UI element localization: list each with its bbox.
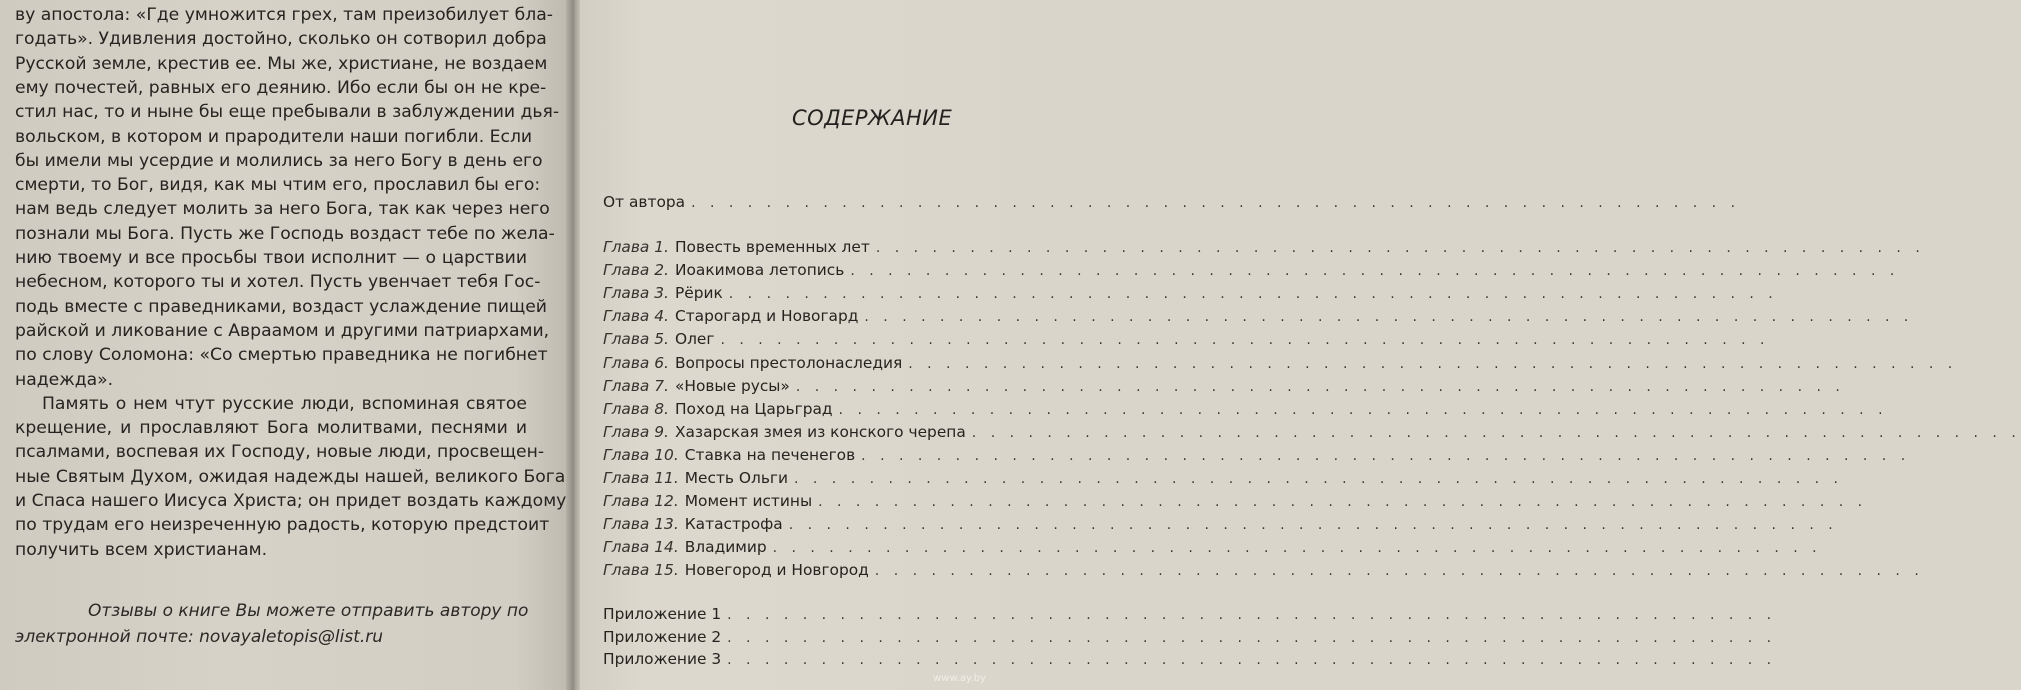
text-line: нам ведь следует молить за него Бога, так как через него [15,199,550,220]
toc-chapter-num: 14. [654,538,679,557]
toc-chapter-word: Глава [603,284,650,303]
toc-item-appendix [603,605,1777,627]
toc-chapter-word: Глава [603,376,650,395]
toc-chapter-title: Рёрик [674,284,723,303]
toc-chapter-title: Хазарская змея из конского черепа [674,422,966,441]
toc-chapter-title: Месть Ольги [684,469,788,487]
toc-chapter-number [603,284,669,302]
toc-item-chapter [603,538,1822,560]
text-line: ву апостола: «Где умножится грех, там преизобилует бла- [15,5,553,25]
toc-leader-dots: . . . . . . . . . . . . . . . . . . . . . . . . . . . . . . . . . . . . . . . . . . . . . . . . . . . . . . . . [861,447,1911,464]
toc-chapter-title: Старогард и Новогард [674,307,859,326]
text-line: ему почестей, равных его деянию. Ибо если бы он не кре- [15,77,547,98]
toc-leader-dots: . . . . . . . . . . . . . . . . . . . . . . . . . . . . . . . . . . . . . . . . . . . . . . . . . . . . . . . . [838,401,1888,418]
toc-chapter-word: Глава [603,538,650,557]
toc-leader-dots: . . . . . . . . . . . . . . . . . . . . . . . . . . . . . . . . . . . . . . . . . . . . . . . . . . . . . . . . [795,378,1845,395]
toc-chapter-num: 8. [654,399,669,418]
toc-chapter-title: Новегород и Новгород [684,561,869,580]
text-line: ные Святым Духом, ожидая надежды нашей, великого Бога [15,466,566,487]
toc-leader-dots: . . . . . . . . . . . . . . . . . . . . . . . . . . . . . . . . . . . . . . . . . . . . . . . . . . . . . . . . [971,424,2021,441]
toc-chapter-num: 6. [654,353,669,372]
text-line: и Спаса нашего Иисуса Христа; он придет воздать каждому [15,491,567,511]
toc-chapter-title: Вопросы престолонаследия [674,353,903,372]
toc-chapter-title: Иоакимова летопись [674,261,845,280]
toc-chapter-title: Поход на Царьград [674,399,833,418]
toc-leader-dots: . . . . . . . . . . . . . . . . . . . . . . . . . . . . . . . . . . . . . . . . . . . . . . . . . . . . . . . . [875,240,1925,256]
text-line: получить всем христианам. [15,539,268,560]
toc-title: СОДЕРЖАНИЕ [792,106,953,130]
toc-chapter-word: Глава [603,422,650,441]
toc-appendix-label: Приложение 2 [603,627,722,646]
toc-chapter-word: Глава [603,445,650,464]
text-line: надежда». [15,369,114,390]
toc-chapter-number [603,515,679,533]
toc-chapter-title: Катастрофа [684,515,783,534]
toc-chapter-title: Олег [674,330,715,349]
toc-leader-dots: . . . . . . . . . . . . . . . . . . . . . . . . . . . . . . . . . . . . . . . . . . . . . . . . . . . . . . . . [727,629,1777,646]
toc-chapter-num: 15. [654,561,679,580]
toc-chapter-title: Повесть временных лет [674,238,870,256]
text-line: Русской земле, крестив ее. Мы же, христиане, не воздаем [15,53,548,74]
toc-leader-dots: . . . . . . . . . . . . . . . . . . . . . . . . . . . . . . . . . . . . . . . . . . . . . . . . . . . . . . . . [727,652,1777,668]
feedback-line-1: Отзывы о книге Вы можете отправить автору по [88,601,529,621]
toc-chapter-number [603,400,669,418]
toc-item-chapter [603,307,1914,329]
toc-leader-dots: . . . . . . . . . . . . . . . . . . . . . . . . . . . . . . . . . . . . . . . . . . . . . . . . . . . . . . . . [772,540,1822,557]
toc-chapter-num: 5. [654,330,669,349]
text-line: небесном, которого ты и хотел. Пусть увенчает тебя Гос- [15,272,541,293]
text-line: вольском, в котором и прародители наши погибли. Если [15,126,533,147]
toc-chapter-title: Владимир [684,538,767,557]
toc-item-chapter [603,261,1900,283]
toc-chapter-number [603,446,679,464]
toc-leader-dots: . . . . . . . . . . . . . . . . . . . . . . . . . . . . . . . . . . . . . . . . . . . . . . . . . . . . . . . . [864,309,1914,326]
toc-chapter-num: 10. [654,445,679,464]
text-line: по слову Соломона: «Со смертью праведника не погибнет [15,345,548,366]
toc-leader-dots: . . . . . . . . . . . . . . . . . . . . . . . . . . . . . . . . . . . . . . . . . . . . . . . . . . . . . . . . [691,195,1741,211]
toc-chapter-number [603,492,679,510]
toc-chapter-number [603,561,679,579]
toc-chapter-num: 1. [654,238,669,256]
toc-chapter-num: 4. [654,307,669,326]
toc-chapter-word: Глава [603,515,650,534]
toc-chapter-title: Ставка на печенегов [684,445,856,464]
toc-chapter-word: Глава [603,261,650,280]
toc-item-chapter [603,399,1888,422]
toc-item-chapter [603,330,1770,352]
toc-appendix-label: Приложение 1 [603,605,722,623]
toc-chapter-number [603,238,669,256]
text-line: стил нас, то и ныне бы еще пребывали в заблуждении дья- [15,102,560,123]
toc-leader-dots: . . . . . . . . . . . . . . . . . . . . . . . . . . . . . . . . . . . . . . . . . . . . . . . . . . . . . . . . [788,517,1838,534]
toc-chapter-title: Момент истины [684,492,813,511]
toc-item-chapter [603,238,1925,260]
text-line: смерти, то Бог, видя, как мы чтим его, прославил бы его: [15,175,541,196]
watermark: www.ay.by [933,673,986,684]
text-line: познали мы Бога. Пусть же Господь воздаст тебе по жела- [15,223,555,244]
toc-chapter-word: Глава [603,561,650,580]
toc-chapter-number [603,354,669,372]
toc-chapter-num: 3. [654,284,669,303]
text-line: Память о нем чтут русские люди, вспоминая святое [42,393,527,414]
toc-appendix-label: Приложение 3 [603,650,722,668]
toc-chapter-number [603,538,679,556]
toc-leader-dots: . . . . . . . . . . . . . . . . . . . . . . . . . . . . . . . . . . . . . . . . . . . . . . . . . . . . . . . . [908,355,1958,372]
toc-item-chapter [603,445,1911,468]
toc-item-chapter [603,492,1868,514]
toc-chapter-num: 13. [654,515,679,534]
toc-chapter-word: Глава [603,399,650,418]
text-line: бы имели мы усердие и молились за него Богу в день его [15,150,543,171]
toc-chapter-word: Глава [603,307,650,326]
text-line: по трудам его неизреченную радость, которую предстоит [15,515,550,536]
toc-chapter-word: Глава [603,469,650,487]
toc-chapter-number [603,469,679,487]
toc-leader-dots: . . . . . . . . . . . . . . . . . . . . . . . . . . . . . . . . . . . . . . . . . . . . . . . . . . . . . . . . [720,332,1770,349]
toc-leader-dots: . . . . . . . . . . . . . . . . . . . . . . . . . . . . . . . . . . . . . . . . . . . . . . . . . . . . . . . . [874,563,1924,580]
right-page [580,0,2021,690]
text-line: псалмами, воспевая их Господу, новые люди, просвещен- [15,442,545,463]
toc-chapter-word: Глава [603,492,650,511]
toc-chapter-word: Глава [603,353,650,372]
feedback-note [15,598,527,650]
toc-chapter-number [603,261,669,279]
toc-chapter-num: 2. [654,261,669,280]
toc-chapter-title: «Новые русы» [674,376,790,395]
toc-item-preface [603,193,1741,215]
toc-leader-dots: . . . . . . . . . . . . . . . . . . . . . . . . . . . . . . . . . . . . . . . . . . . . . . . . . . . . . . . . [818,494,1868,511]
toc-item-chapter [603,376,1845,399]
text-line: райской и ликование с Авраамом и другими патриархами, [15,320,550,341]
text-line: крещение, и прославляют Бога молитвами, песнями и [15,418,527,439]
toc-chapter-num: 7. [654,376,669,395]
text-line: подь вместе с праведниками, воздаст услаждение пищей [15,296,547,317]
toc-chapter-number [603,423,669,441]
toc-chapter-word: Глава [603,238,650,256]
toc-item-chapter [603,515,1838,537]
toc-preface-label: От автора [603,193,686,211]
text-line: годать». Удивления достойно, сколько он сотворил добра [15,29,547,50]
toc-item-chapter [603,561,1924,583]
toc-chapter-number [603,330,669,348]
toc-chapter-num: 11. [654,469,679,487]
toc-chapter-num: 9. [654,422,669,441]
left-page [0,0,572,690]
toc-chapter-num: 12. [654,492,679,511]
text-line: нию твоему и все просьбы твои исполнит — о царствии [15,248,527,268]
toc-item-appendix [603,650,1777,672]
toc-item-chapter [603,469,1843,491]
toc-leader-dots: . . . . . . . . . . . . . . . . . . . . . . . . . . . . . . . . . . . . . . . . . . . . . . . . . . . . . . . . [794,471,1843,487]
toc-chapter-number [603,377,669,395]
toc-leader-dots: . . . . . . . . . . . . . . . . . . . . . . . . . . . . . . . . . . . . . . . . . . . . . . . . . . . . . . . . [850,263,1900,280]
toc-leader-dots: . . . . . . . . . . . . . . . . . . . . . . . . . . . . . . . . . . . . . . . . . . . . . . . . . . . . . . . . [727,607,1777,623]
toc-chapter-word: Глава [603,330,650,349]
toc-item-chapter [603,353,1958,376]
feedback-line-2: электронной почте: novayaletopis@list.ru [15,627,384,647]
toc-leader-dots: . . . . . . . . . . . . . . . . . . . . . . . . . . . . . . . . . . . . . . . . . . . . . . . . . . . . . . . . [728,286,1778,303]
toc-item-chapter [603,422,2021,445]
toc-chapter-number [603,307,669,325]
toc-item-chapter [603,284,1778,306]
toc-item-appendix [603,627,1777,650]
